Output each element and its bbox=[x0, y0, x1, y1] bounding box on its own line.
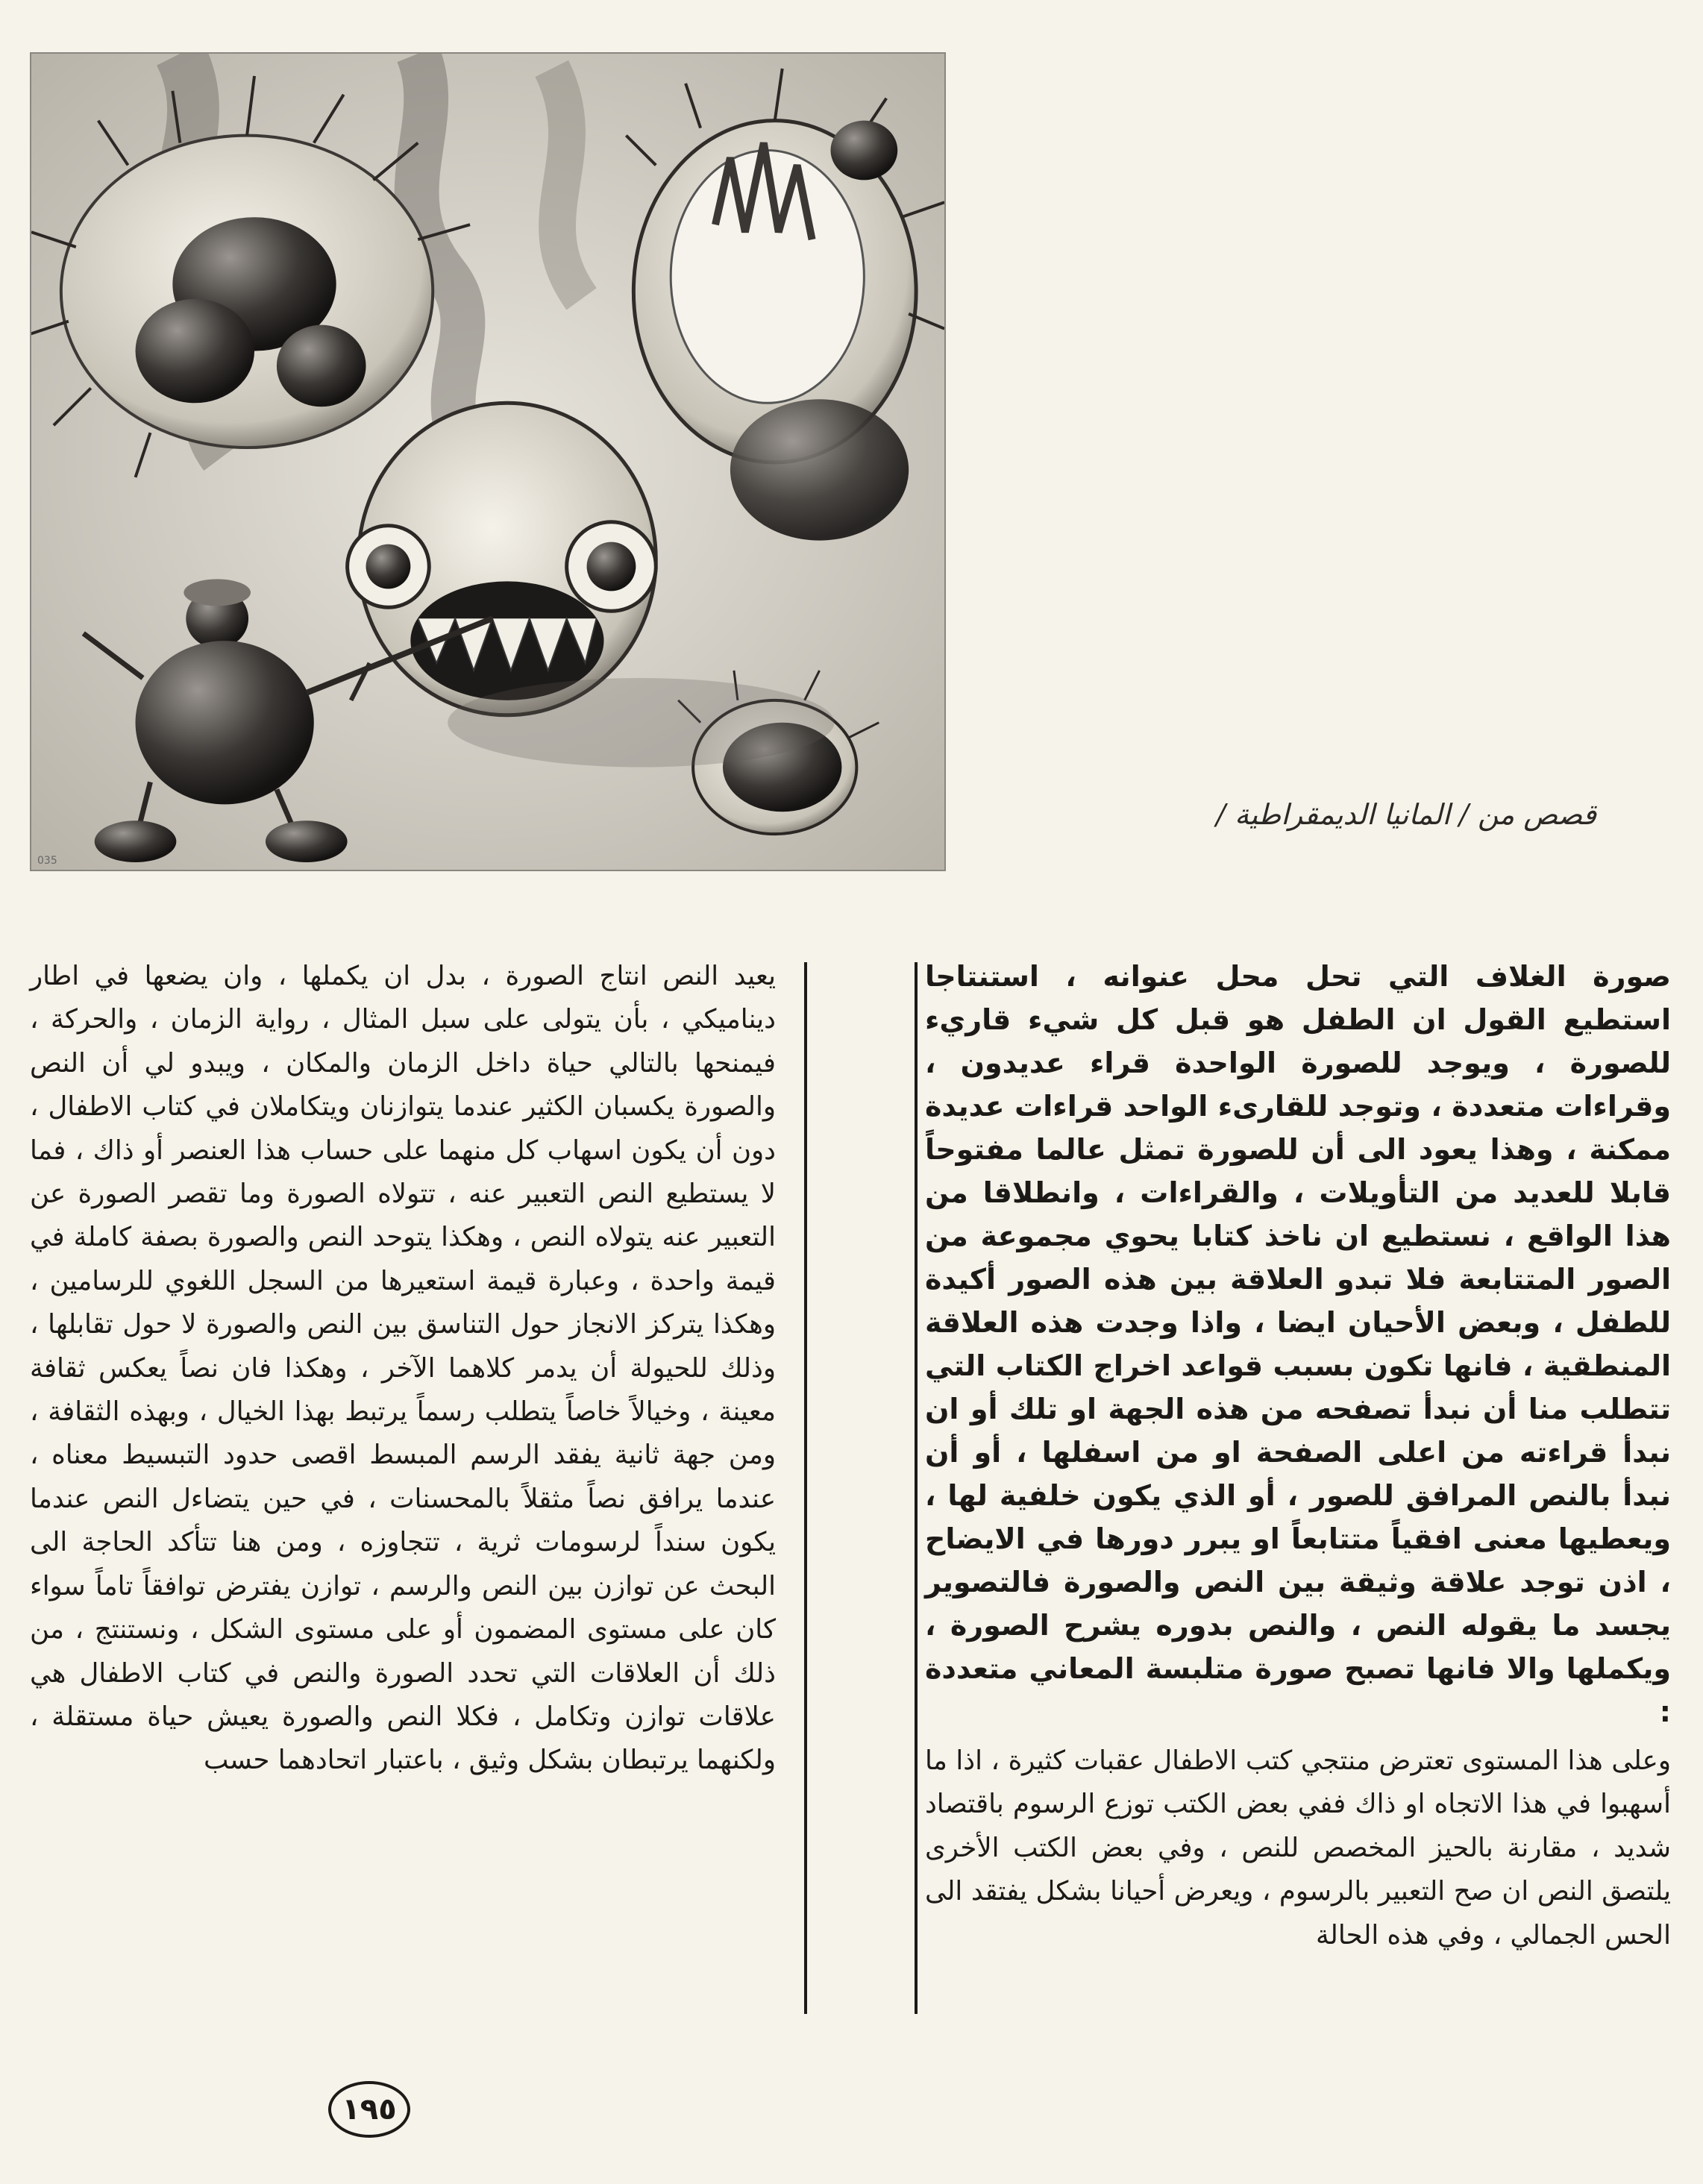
illustration bbox=[30, 52, 946, 871]
column-rule-right bbox=[915, 962, 918, 2014]
right-column bbox=[925, 955, 1671, 1957]
left-column bbox=[30, 955, 776, 1783]
illustration-number: 035 bbox=[37, 855, 57, 867]
column-rule-left bbox=[804, 962, 807, 2014]
right-column-bold-text: صورة الغلاف التي تحل محل عنوانه ، استنتاجا استطيع القول ان الطفل هو قبل كل شيء قاريء للصورة ، ويوجد للصورة الواحدة قراء عديدون ، وقراءات متعددة ، وتوجد للقارىء الواحد قراءات عديدة ممكنة ، وهذا يعود الى أن للصورة تمثل عالما مفتوحاً قابلا للعديد من التأويلات ، والقراءات ، وانطلاقا من هذا الواقع ، نستطيع ان ناخذ كتابا يحوي مجموعة من الصور المتتابعة فلا تبدو العلاقة بين هذه الصور أكيدة للطفل ، وبعض الأحيان ايضا ، واذا وجدت هذه العلاقة المنطقية ، فانها تكون بسبب قواعد اخراج الكتاب التي تتطلب منا أن نبدأ تصفحه من هذه الجهة او تلك أو ان نبدأ قراءته من اعلى الصفحة او من اسفلها ، أو أن نبدأ بالنص المرافق للصور ، أو الذي يكون خلفية لها ، ويعطيها معنى افقياً متتابعاً او يبرر دورها في الايضاح ، اذن توجد علاقة وثيقة بين النص والصورة فالتصوير يجسد ما يقوله النص ، والنص بدوره يشرح الصورة ، ويكملها والا فانها تصبح صورة متلبسة المعاني متعددة : bbox=[925, 960, 1671, 1728]
chestnut-creatures-icon bbox=[31, 54, 944, 870]
page-number: ١٩٥ bbox=[328, 2081, 410, 2138]
right-column-text: وعلى هذا المستوى تعترض منتجي كتب الاطفال عقبات كثيرة ، اذا ما أسهبوا في هذا الاتجاه او ذاك ففي بعض الكتب توزع الرسوم باقتصاد شديد ، مقارنة بالحيز المخصص للنص ، وفي بعض الكتب الأخرى يلتصق النص ان صح التعبير بالرسوم ، ويعرض أحيانا بشكل يفتقد الى الحس الجمالي ، وفي هذه الحالة bbox=[925, 1745, 1671, 1951]
left-column-text: يعيد النص انتاج الصورة ، بدل ان يكملها ، وان يضعها في اطار ديناميكي ، بأن يتولى على سبل المثال ، رواية الزمان ، والحركة ، فيمنحها بالتالي حياة داخل الزمان والمكان ، ويبدو لي أن النص والصورة يكسبان الكثير عندما يتوازنان ويتكاملان في كتاب الاطفال ، دون أن يكون اسهاب كل منهما على حساب هذا العنصر أو ذاك ، فما لا يستطيع النص التعبير عنه ، تتولاه الصورة وما تقصر الصورة عن التعبير عنه يتولاه النص ، وهكذا يتوحد النص والصورة بصفة كاملة في قيمة واحدة ، وعبارة قيمة استعيرها من السجل اللغوي للرسامين ، وهكذا يتركز الانجاز حول التناسق بين النص والصورة لا حول تقابلها ، وذلك للحيولة أن يدمر كلاهما الآخر ، وهكذا فان نصاً يعكس ثقافة معينة ، وخيالاً خاصاً يتطلب رسماً يرتبط بهذا الخيال ، وبهذه الثقافة ، ومن جهة ثانية يفقد الرسم المبسط اقصى حدود التبسيط معناه ، عندما يرافق نصاً مثقلاً بالمحسنات ، في حين يتضاءل النص عندما يكون سنداً لرسومات ثرية ، تتجاوزه ، ومن هنا تتأكد الحاجة الى البحث عن توازن بين النص والرسم ، توازن يفترض توافقاً تاماً سواء كان على مستوى المضمون أو على مستوى الشكل ، ونستنتج ، من ذلك أن العلاقات التي تحدد الصورة والنص في كتاب الاطفال هي علاقات توازن وتكامل ، فكلا النص والصورة يعيش حياة مستقلة ، ولكنهما يرتبطان بشكل وثيق ، باعتبار اتحادهما حسب bbox=[30, 961, 776, 1776]
illustration-caption: قصص من / المانيا الديمقراطية / bbox=[1216, 798, 1596, 831]
